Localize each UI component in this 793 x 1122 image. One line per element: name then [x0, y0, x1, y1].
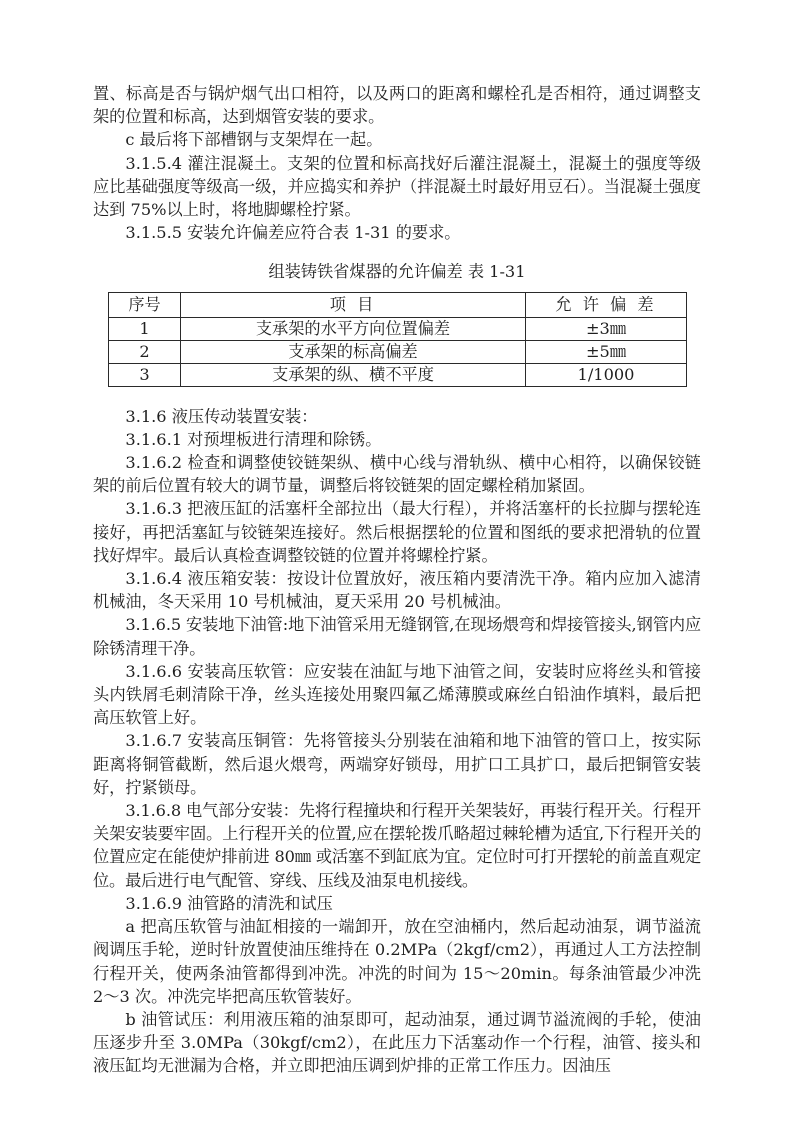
cell-tolerance: ±5㎜: [526, 340, 687, 363]
paragraph-3-1-6-6: 3.1.6.6 安装高压软管：应安装在油缸与地下油管之间，安装时应将丝头和管接头内铁屑毛刺清除干净，丝头连接处用聚四氟乙烯薄膜或麻丝白铅油作填料，最后把高压软管上好。: [93, 661, 701, 728]
paragraph-a-flush: a 把高压软管与油缸相接的一端卸开，放在空油桶内，然后起动油泵，调节溢流阀调压手轮，逆时针放置使油压维持在 0.2MPa（2kgf/cm2），再通过人工方法控制行程开关，使两条油管都得到冲洗。冲洗的时间为 15～20min。每条油管最少冲洗 2～3 次。冲洗完毕把高压软管装好。: [93, 917, 701, 1006]
cell-item: 支承架的标高偏差: [181, 340, 526, 363]
paragraph-3-1-6-2: 3.1.6.2 检查和调整使铰链架纵、横中心线与滑轨纵、横中心相符，以确保铰链架的前后位置有较大的调节量，调整后将铰链架的固定螺栓稍加紧固。: [93, 453, 701, 496]
paragraph-continuation: 置、标高是否与锅炉烟气出口相符，以及两口的距离和螺栓孔是否相符，通过调整支架的位置和标高，达到烟管安装的要求。: [93, 84, 701, 127]
paragraph-3-1-6-7: 3.1.6.7 安装高压铜管：先将管接头分别装在油箱和地下油管的管口上，按实际距离将铜管截断，然后退火煨弯，两端穿好锁母，用扩口工具扩口，最后把铜管安装好，拧紧锁母。: [93, 731, 701, 797]
table-row: [109, 340, 687, 363]
tolerance-table: [108, 292, 687, 387]
table-header-no: 序号: [109, 292, 181, 317]
cell-item: 支承架的纵、横不平度: [181, 363, 526, 386]
paragraph-3-1-5-5: 3.1.5.5 安装允许偏差应符合表 1-31 的要求。: [125, 223, 461, 243]
table-spacer: [93, 387, 701, 405]
cell-no: 3: [109, 363, 181, 386]
cell-tolerance: ±3㎜: [526, 317, 687, 340]
page-content: [93, 82, 701, 1078]
paragraph-3-1-6-4: 3.1.6.4 液压箱安装：按设计位置放好，液压箱内要清洗干净。箱内应加入滤清机械油，冬天采用 10 号机械油，夏天采用 20 号机械油。: [93, 569, 701, 612]
table-header-item: 项 目: [181, 292, 526, 317]
table-header-tolerance: 允 许 偏 差: [526, 292, 687, 317]
paragraph-item-c-weld: c 最后将下部槽钢与支架焊在一起。: [125, 130, 383, 150]
paragraph-3-1-6-3: 3.1.6.3 把液压缸的活塞杆全部拉出（最大行程），并将活塞杆的长拉脚与摆轮连接好，再把活塞缸与铰链架连接好。然后根据摆轮的位置和图纸的要求把滑轨的位置找好焊牢。最后认真检查调整铰链的位置并将螺栓拧紧。: [93, 499, 701, 565]
table-header-row: [109, 292, 687, 317]
paragraph-3-1-6-5: 3.1.6.5 安装地下油管:地下油管采用无缝钢管,在现场煨弯和焊接管接头,钢管内应除锈清理干净。: [93, 615, 701, 658]
paragraph-3-1-6: 3.1.6 液压传动装置安装：: [125, 406, 318, 426]
cell-no: 2: [109, 340, 181, 363]
cell-tolerance: 1/1000: [526, 363, 687, 386]
cell-no: 1: [109, 317, 181, 340]
paragraph-3-1-6-8: 3.1.6.8 电气部分安装：先将行程撞块和行程开关架装好，再装行程开关。行程开关架安装要牢固。上行程开关的位置,应在摆轮拨爪略超过棘轮槽为适宜,下行程开关的位置应定在能使炉排前进 80㎜ 或活塞不到缸底为宜。定位时可打开摆轮的前盖直观定位。最后进行电气配管、穿线、压线及油泵电机接线。: [93, 801, 701, 890]
paragraph-3-1-6-1: 3.1.6.1 对预埋板进行清理和除锈。: [125, 429, 382, 449]
table-row: [109, 317, 687, 340]
table-caption: 组装铸铁省煤器的允许偏差 表 1-31: [268, 262, 526, 282]
paragraph-3-1-5-4: 3.1.5.4 灌注混凝土。支架的位置和标高找好后灌注混凝土，混凝土的强度等级应比基础强度等级高一级，并应捣实和养护（拌混凝土时最好用豆石）。当混凝土强度达到 75%以上时，将地脚螺栓拧紧。: [93, 153, 701, 220]
table-row: [109, 363, 687, 386]
paragraph-3-1-6-9: 3.1.6.9 油管路的清洗和试压: [125, 893, 333, 913]
paragraph-b-pressure-test: b 油管试压：利用液压箱的油泵即可，起动油泵，通过调节溢流阀的手轮，使油压逐步升至 3.0MPa（30kgf/cm2），在此压力下活塞动作一个行程，油管、接头和液压缸均无泄漏为合格，并立即把油压调到炉排的正常工作压力。因油压: [93, 1009, 701, 1076]
cell-item: 支承架的水平方向位置偏差: [181, 317, 526, 340]
